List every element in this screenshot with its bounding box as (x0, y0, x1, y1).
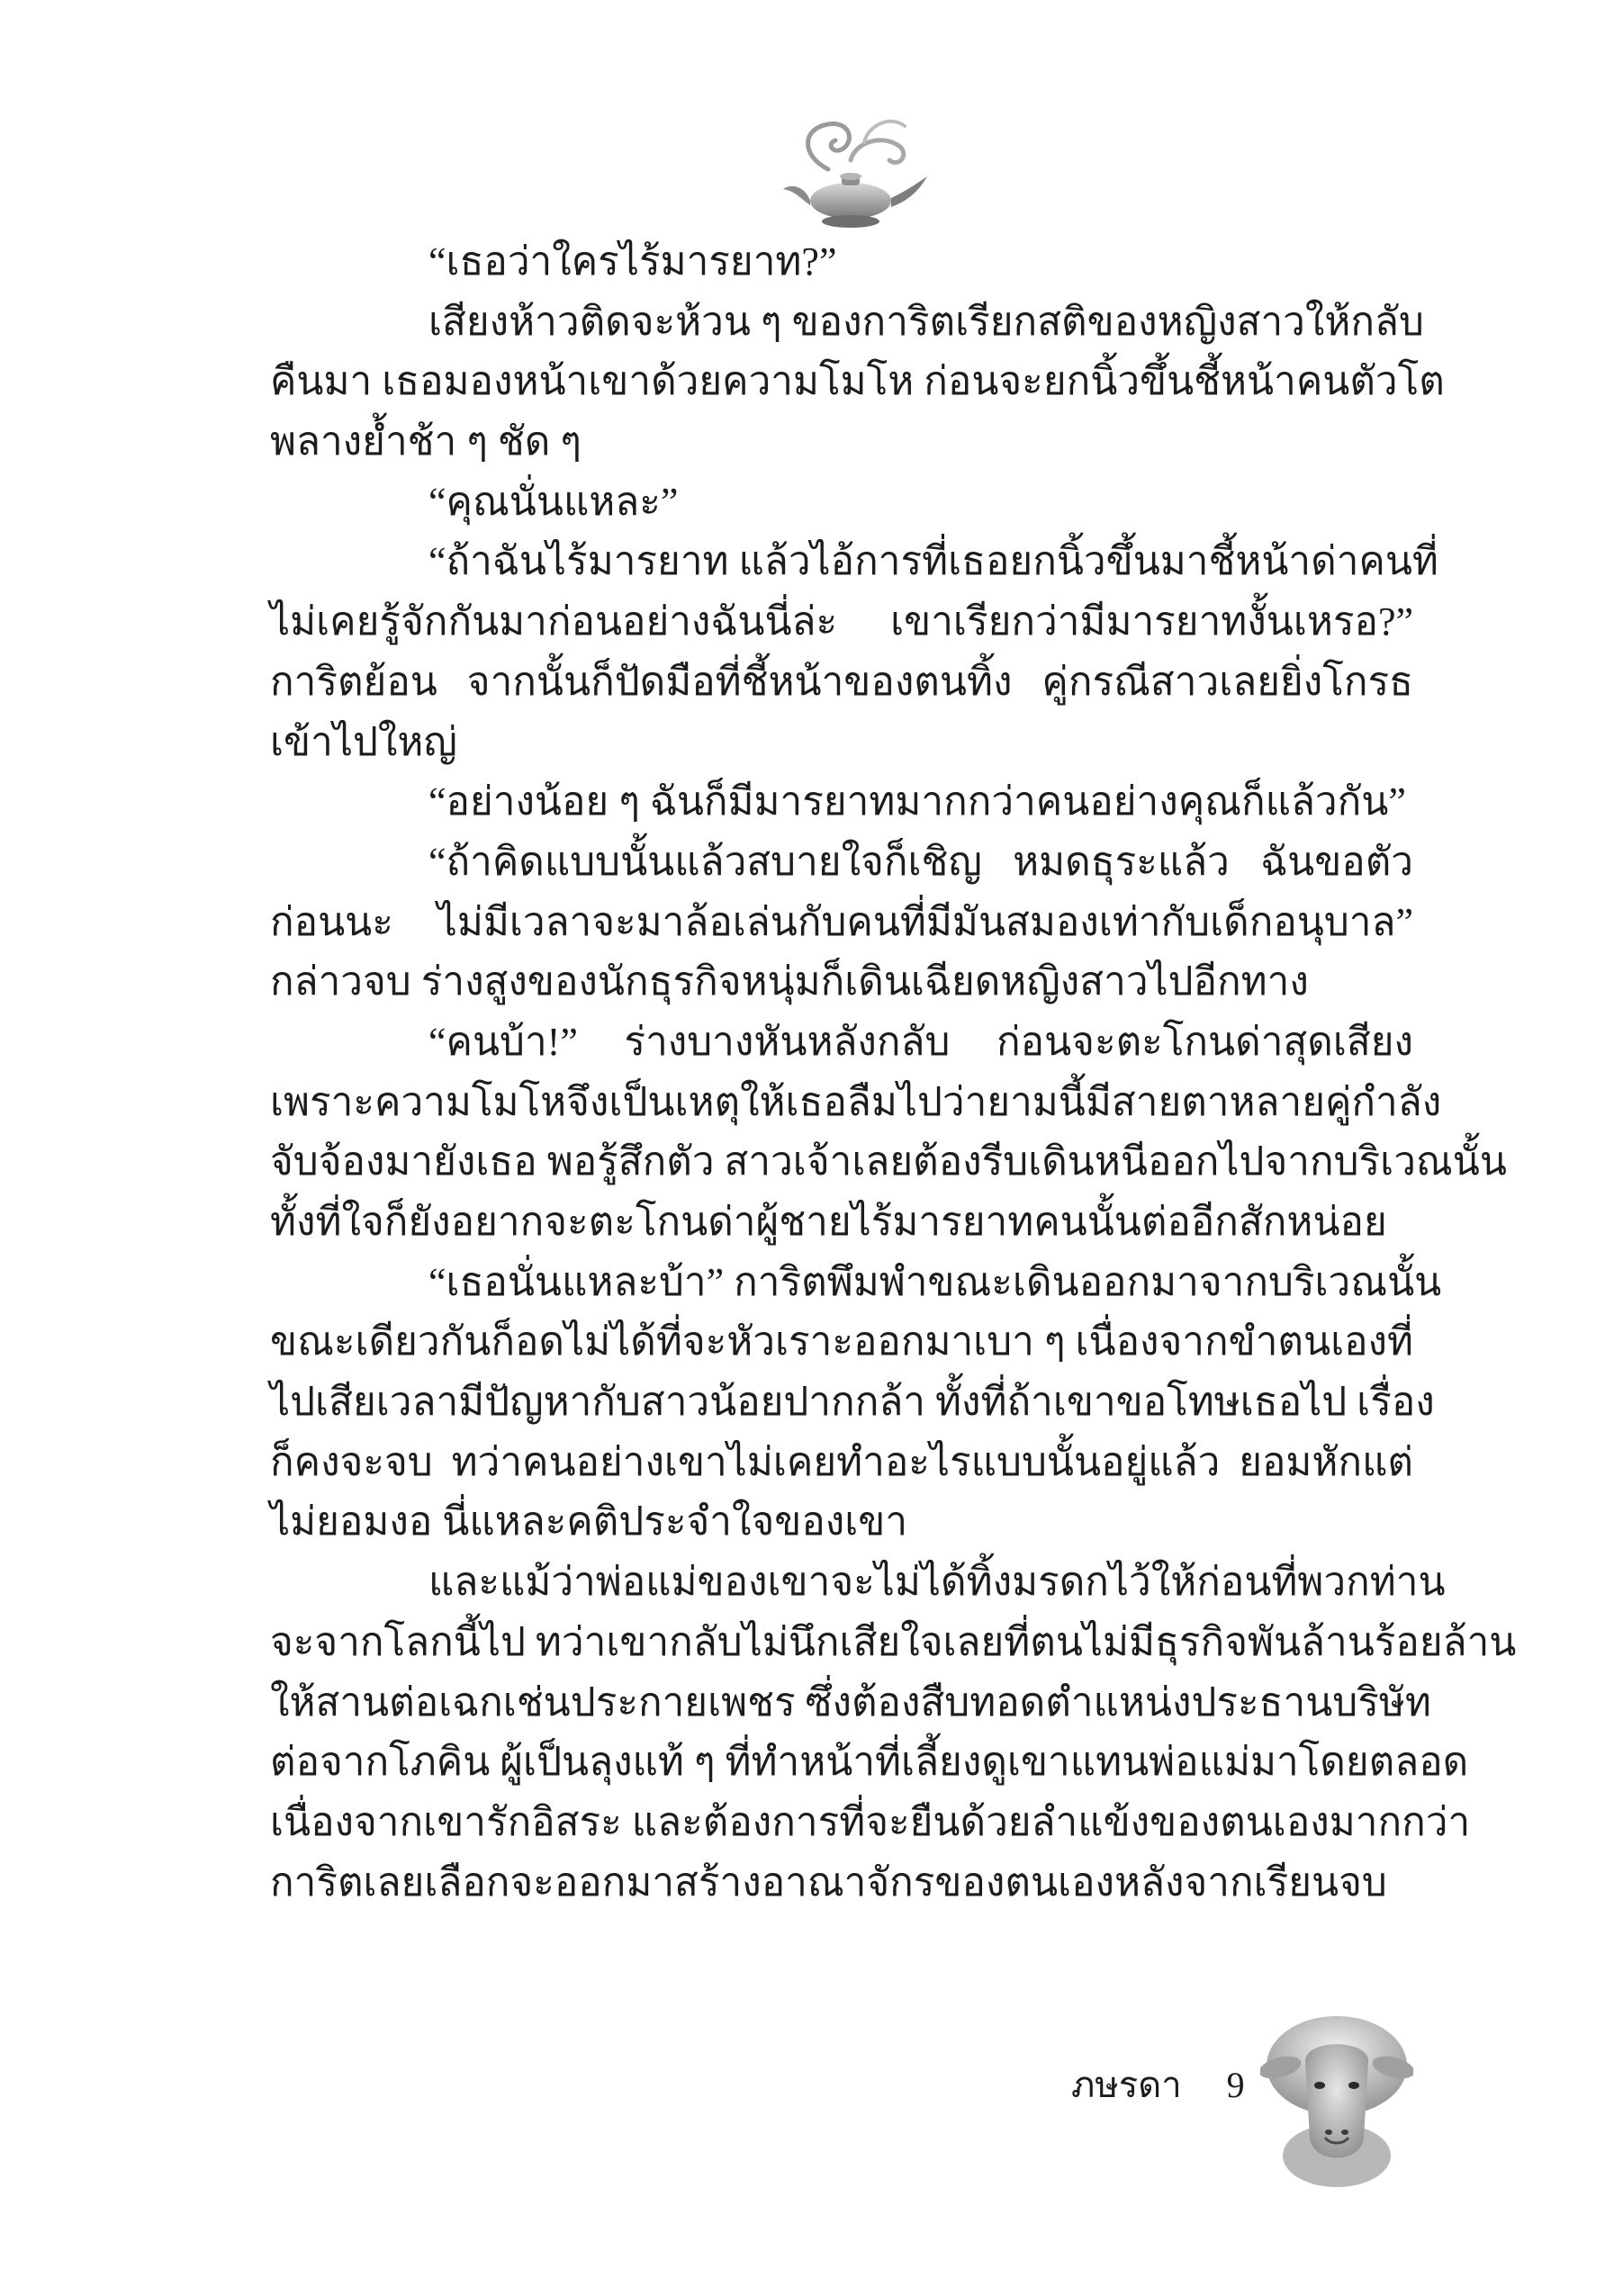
text-line: และแม้ว่าพ่อแม่ของเขาจะไม่ได้ทิ้งมรดกไว้ให้ก่อนที่พวกท่าน (428, 1560, 1446, 1605)
text-line: ขณะเดียวกันก็อดไม่ได้ที่จะหัวเราะออกมาเบา ๆ เนื่องจากขำตนเองที่ (270, 1319, 1414, 1364)
text-line: จะจากโลกนี้ไป ทว่าเขากลับไม่นึกเสียใจเลยที่ตนไม่มีธุรกิจพันล้านร้อยล้าน (270, 1619, 1517, 1664)
text-line: การิตย้อน จากนั้นก็ปัดมือที่ชี้หน้าของตนทิ้ง คู่กรณีสาวเลยยิ่งโกรธ (270, 659, 1413, 704)
text-line: เพราะความโมโหจึงเป็นเหตุให้เธอลืมไปว่ายามนี้มีสายตาหลายคู่กำลัง (270, 1079, 1442, 1124)
text-line: “คนบ้า!” ร่างบางหันหลังกลับ ก่อนจะตะโกนด่าสุดเสียง (428, 1019, 1413, 1064)
text-line: จับจ้องมายังเธอ พอรู้สึกตัว สาวเจ้าเลยต้องรีบเดินหนีออกไปจากบริเวณนั้น (270, 1139, 1507, 1184)
text-line: ไม่เคยรู้จักกันมาก่อนอย่างฉันนี่ล่ะ เขาเรียกว่ามีมารยาทงั้นเหรอ?” (270, 599, 1413, 644)
text-line: การิตเลยเลือกจะออกมาสร้างอาณาจักรของตนเองหลังจากเรียนจบ (270, 1859, 1387, 1904)
body-text (270, 232, 1517, 1913)
text-line: ให้สานต่อเฉกเช่นประกายเพชร ซึ่งต้องสืบทอดตำแหน่งประธานบริษัท (270, 1679, 1431, 1724)
text-line: ก่อนนะ ไม่มีเวลาจะมาล้อเล่นกับคนที่มีมันสมองเท่ากับเด็กอนุบาล” (270, 899, 1413, 944)
text-line: ก็คงจะจบ ทว่าคนอย่างเขาไม่เคยทำอะไรแบบนั้นอยู่แล้ว ยอมหักแต่ (270, 1439, 1413, 1484)
text-line: ไปเสียเวลามีปัญหากับสาวน้อยปากกล้า ทั้งที่ถ้าเขาขอโทษเธอไป เรื่อง (270, 1380, 1435, 1425)
text-line: ไม่ยอมงอ นี่แหละคติประจำใจของเขา (270, 1499, 908, 1544)
text-line: เนื่องจากเขารักอิสระ และต้องการที่จะยืนด้วยลำแข้งของตนเองมากกว่า (270, 1799, 1471, 1844)
text-line: พลางย้ำช้า ๆ ชัด ๆ (270, 419, 582, 464)
text-line: “เธอว่าใครไร้มารยาท?” (428, 239, 837, 284)
page-number: 9 (1226, 2065, 1245, 2105)
text-line: กล่าวจบ ร่างสูงของนักธุรกิจหนุ่มก็เดินเฉียดหญิงสาวไปอีกทาง (270, 959, 1309, 1004)
text-line: เข้าไปใหญ่ (270, 719, 457, 764)
sheep-icon (1260, 2003, 1413, 2192)
magic-lamp-icon (765, 106, 936, 241)
text-line: “อย่างน้อย ๆ ฉันก็มีมารยาทมากกว่าคนอย่างคุณก็แล้วกัน” (428, 779, 1406, 824)
text-line: “เธอนั่นแหละบ้า” การิตพึมพำขณะเดินออกมาจากบริเวณนั้น (428, 1259, 1442, 1304)
text-line: คืนมา เธอมองหน้าเขาด้วยความโมโห ก่อนจะยกนิ้วขึ้นชี้หน้าคนตัวโต (270, 359, 1445, 404)
text-line: “ถ้าคิดแบบนั้นแล้วสบายใจก็เชิญ หมดธุระแล้ว ฉันขอตัว (428, 839, 1413, 884)
text-line: “คุณนั่นแหละ” (428, 479, 679, 524)
text-line: “ถ้าฉันไร้มารยาท แล้วไอ้การที่เธอยกนิ้วขึ้นมาชี้หน้าด่าคนที่ (428, 539, 1438, 584)
text-line: ต่อจากโภคิน ผู้เป็นลุงแท้ ๆ ที่ทำหน้าที่เลี้ยงดูเขาแทนพ่อแม่มาโดยตลอด (270, 1740, 1469, 1785)
page-footer (1071, 2058, 1245, 2112)
text-line: เสียงห้าวติดจะห้วน ๆ ของการิตเรียกสติของหญิงสาวให้กลับ (428, 299, 1424, 344)
running-title: ภษรดา (1071, 2065, 1182, 2105)
text-line: ทั้งที่ใจก็ยังอยากจะตะโกนด่าผู้ชายไร้มารยาทคนนั้นต่ออีกสักหน่อย (270, 1200, 1387, 1244)
